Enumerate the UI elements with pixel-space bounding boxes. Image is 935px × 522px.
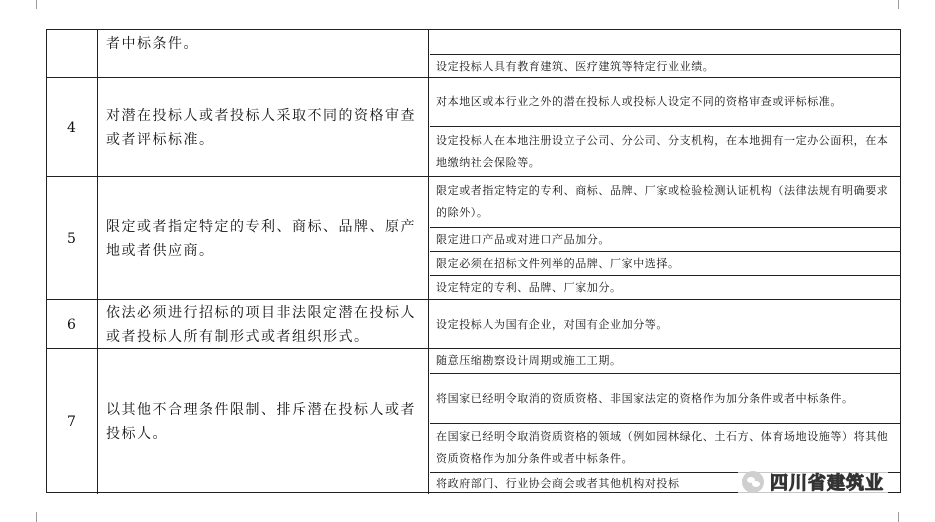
row-item — [430, 30, 901, 54]
row-item: 在国家已经明令取消资质资格的领域（例如园林绿化、土石方、体育场地设施等）将其他资质资格作为加分条件或者中标条件。 — [430, 423, 901, 472]
row-description: 对潜在投标人或者投标人采取不同的资格审查或者评标标准。 — [98, 78, 429, 177]
row-item: 设定投标人在本地注册设立子公司、分公司、分支机构，在本地拥有一定办公面积，在本地缴纳社会保险等。 — [430, 126, 901, 177]
row-description: 限定或者指定特定的专利、商标、品牌、原产地或者供应商。 — [98, 177, 429, 300]
row-item: 限定进口产品或对进口产品加分。 — [430, 227, 901, 251]
crop-mark-bottom-left — [26, 512, 37, 522]
row-item: 限定必须在招标文件列举的品牌、厂家中选择。 — [430, 251, 901, 275]
row-item: 设定投标人具有教育建筑、医疗建筑等特定行业业绩。 — [430, 54, 901, 78]
row-items — [430, 30, 901, 78]
watermark-text: 四川省建筑业 — [770, 473, 884, 494]
row-number: 5 — [46, 177, 98, 300]
table-row — [46, 176, 901, 300]
row-item: 设定投标人为国有企业，对国有企业加分等。 — [436, 317, 668, 331]
row-items — [430, 300, 901, 349]
table-row — [46, 299, 901, 349]
row-item: 随意压缩勘察设计周期或施工工期。 — [436, 354, 622, 367]
crop-mark-top-right — [898, 0, 909, 9]
table-row — [46, 29, 901, 78]
row-number: 4 — [46, 78, 98, 177]
row-description: 者中标条件。 — [98, 30, 429, 78]
row-description: 以其他不合理条件限制、排斥潜在投标人或者投标人。 — [98, 349, 429, 494]
row-item: 限定或者指定特定的专利、商标、品牌、厂家或检验检测认证机构（法律法规有明确要求的除外）。 — [436, 184, 889, 219]
regulation-table — [46, 29, 901, 493]
row-item: 将政府部门、行业协会商会或者其他机构对投标 — [430, 472, 901, 494]
watermark — [738, 468, 888, 496]
crop-mark-bottom-right — [898, 512, 909, 522]
row-items — [430, 177, 901, 300]
crop-mark-top-left — [26, 0, 37, 9]
table-row — [46, 77, 901, 177]
row-item: 对本地区或本行业之外的潜在投标人或投标人设定不同的资格审查或评标标准。 — [436, 95, 842, 108]
row-number: 7 — [46, 349, 98, 494]
row-item: 将国家已经明令取消的资质资格、非国家法定的资格作为加分条件或者中标条件。 — [430, 373, 901, 423]
row-items — [430, 78, 901, 177]
row-item: 设定特定的专利、品牌、厂家加分。 — [430, 275, 901, 300]
row-number: 6 — [46, 300, 98, 349]
row-description: 依法必须进行招标的项目非法限定潜在投标人或者投标人所有制形式或者组织形式。 — [98, 300, 429, 349]
wechat-icon — [742, 471, 764, 493]
row-number — [46, 30, 98, 78]
